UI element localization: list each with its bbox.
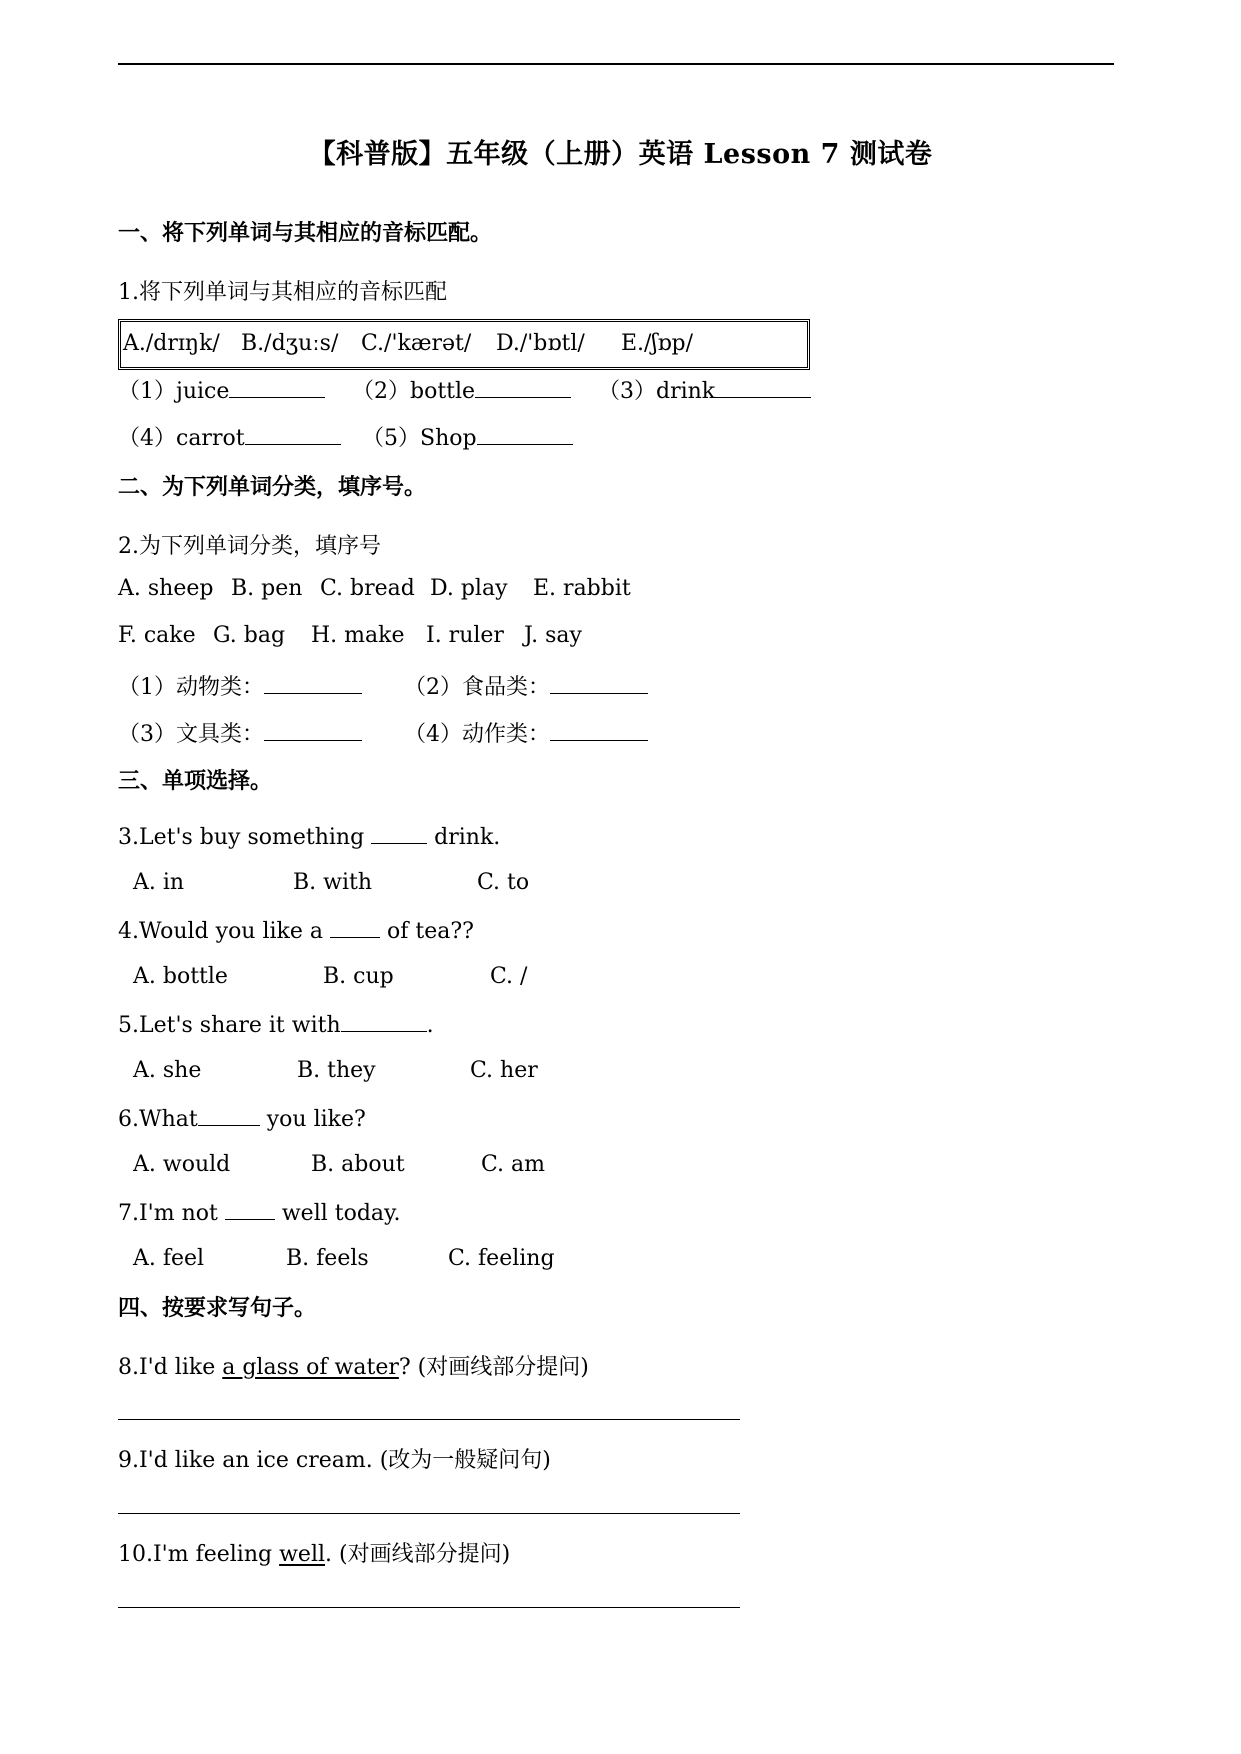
phonetic-c: C./'kærət/ [361, 331, 472, 356]
answer-blank[interactable] [225, 1199, 275, 1220]
q7-option-b[interactable]: B. feels [286, 1246, 369, 1271]
q5-option-a[interactable]: A. she [133, 1058, 202, 1083]
q10-answer-line[interactable] [118, 1607, 740, 1608]
page-title: 【科普版】五年级（上册）英语 Lesson 7 测试卷 [308, 139, 933, 170]
section-4-heading: 四、按要求写句子。 [118, 1295, 317, 1321]
answer-blank[interactable] [477, 424, 573, 445]
word-g: G. bag [213, 623, 286, 648]
answer-blank[interactable] [330, 917, 380, 938]
answer-blank[interactable] [264, 720, 362, 741]
q3-option-a[interactable]: A. in [133, 870, 185, 895]
q1-item-1: （1）juice [118, 374, 325, 405]
q3-stem: 3.Let's buy something drink. [118, 825, 501, 850]
q9-stem: 9.I'd like an ice cream. (改为一般疑问句) [118, 1448, 551, 1473]
q6-option-b[interactable]: B. about [311, 1152, 405, 1177]
answer-blank[interactable] [198, 1105, 260, 1126]
phonetic-e: E./ʃɒp/ [621, 331, 694, 356]
q1-item-2: （2）bottle [352, 374, 571, 405]
word-f: F. cake [118, 623, 196, 648]
q8-answer-line[interactable] [118, 1419, 740, 1420]
q4-option-a[interactable]: A. bottle [133, 964, 228, 989]
category-food: （2）食品类： [404, 670, 648, 701]
q7-option-a[interactable]: A. feel [133, 1246, 205, 1271]
answer-blank[interactable] [371, 823, 427, 844]
q7-option-c[interactable]: C. feeling [448, 1246, 555, 1271]
q1-prompt: 1.将下列单词与其相应的音标匹配 [118, 280, 447, 305]
q7-stem: 7.I'm not well today. [118, 1201, 401, 1226]
phonetic-b: B./dʒuːs/ [241, 331, 339, 356]
category-stationery: （3）文具类： [118, 717, 362, 748]
word-e: E. rabbit [533, 576, 631, 601]
answer-blank[interactable] [264, 673, 362, 694]
q6-option-a[interactable]: A. would [133, 1152, 231, 1177]
q5-option-c[interactable]: C. her [470, 1058, 538, 1083]
section-1-heading: 一、将下列单词与其相应的音标匹配。 [118, 220, 493, 246]
q10-stem: 10.I'm feeling well. (对画线部分提问) [118, 1542, 511, 1567]
answer-blank[interactable] [550, 673, 648, 694]
section-3-heading: 三、单项选择。 [118, 768, 273, 794]
q4-option-b[interactable]: B. cup [323, 964, 394, 989]
q2-prompt: 2.为下列单词分类，填序号 [118, 534, 381, 559]
q4-option-c[interactable]: C. / [490, 964, 528, 989]
word-h: H. make [311, 623, 405, 648]
phonetics-box [118, 319, 810, 370]
header-rule [118, 63, 1114, 65]
q3-option-c[interactable]: C. to [477, 870, 530, 895]
answer-blank[interactable] [229, 377, 325, 398]
word-i: I. ruler [426, 623, 504, 648]
word-c: C. bread [320, 576, 415, 601]
answer-blank[interactable] [715, 377, 811, 398]
q1-item-4: （4）carrot [118, 421, 341, 452]
q6-option-c[interactable]: C. am [481, 1152, 546, 1177]
answer-blank[interactable] [245, 424, 341, 445]
q5-option-b[interactable]: B. they [297, 1058, 376, 1083]
q1-item-3: （3）drink [598, 374, 811, 405]
q6-stem: 6.What you like? [118, 1107, 366, 1132]
word-b: B. pen [231, 576, 303, 601]
q3-option-b[interactable]: B. with [293, 870, 373, 895]
q8-stem: 8.I'd like a glass of water? (对画线部分提问) [118, 1355, 589, 1380]
q4-stem: 4.Would you like a of tea?? [118, 919, 474, 944]
q10-underlined-part: well [279, 1542, 326, 1567]
answer-blank[interactable] [341, 1011, 427, 1032]
category-actions: （4）动作类： [404, 717, 648, 748]
word-a: A. sheep [118, 576, 214, 601]
section-2-heading: 二、为下列单词分类，填序号。 [118, 474, 427, 500]
answer-blank[interactable] [475, 377, 571, 398]
q8-underlined-part: a glass of water [222, 1355, 399, 1380]
phonetic-d: D./'bɒtl/ [496, 331, 585, 356]
answer-blank[interactable] [550, 720, 648, 741]
phonetic-a: A./drɪŋk/ [123, 331, 220, 356]
q1-item-5: （5）Shop [362, 421, 573, 452]
q5-stem: 5.Let's share it with . [118, 1013, 434, 1038]
word-d: D. play [430, 576, 508, 601]
category-animals: （1）动物类： [118, 670, 362, 701]
q9-answer-line[interactable] [118, 1513, 740, 1514]
word-j: J. say [524, 623, 582, 648]
